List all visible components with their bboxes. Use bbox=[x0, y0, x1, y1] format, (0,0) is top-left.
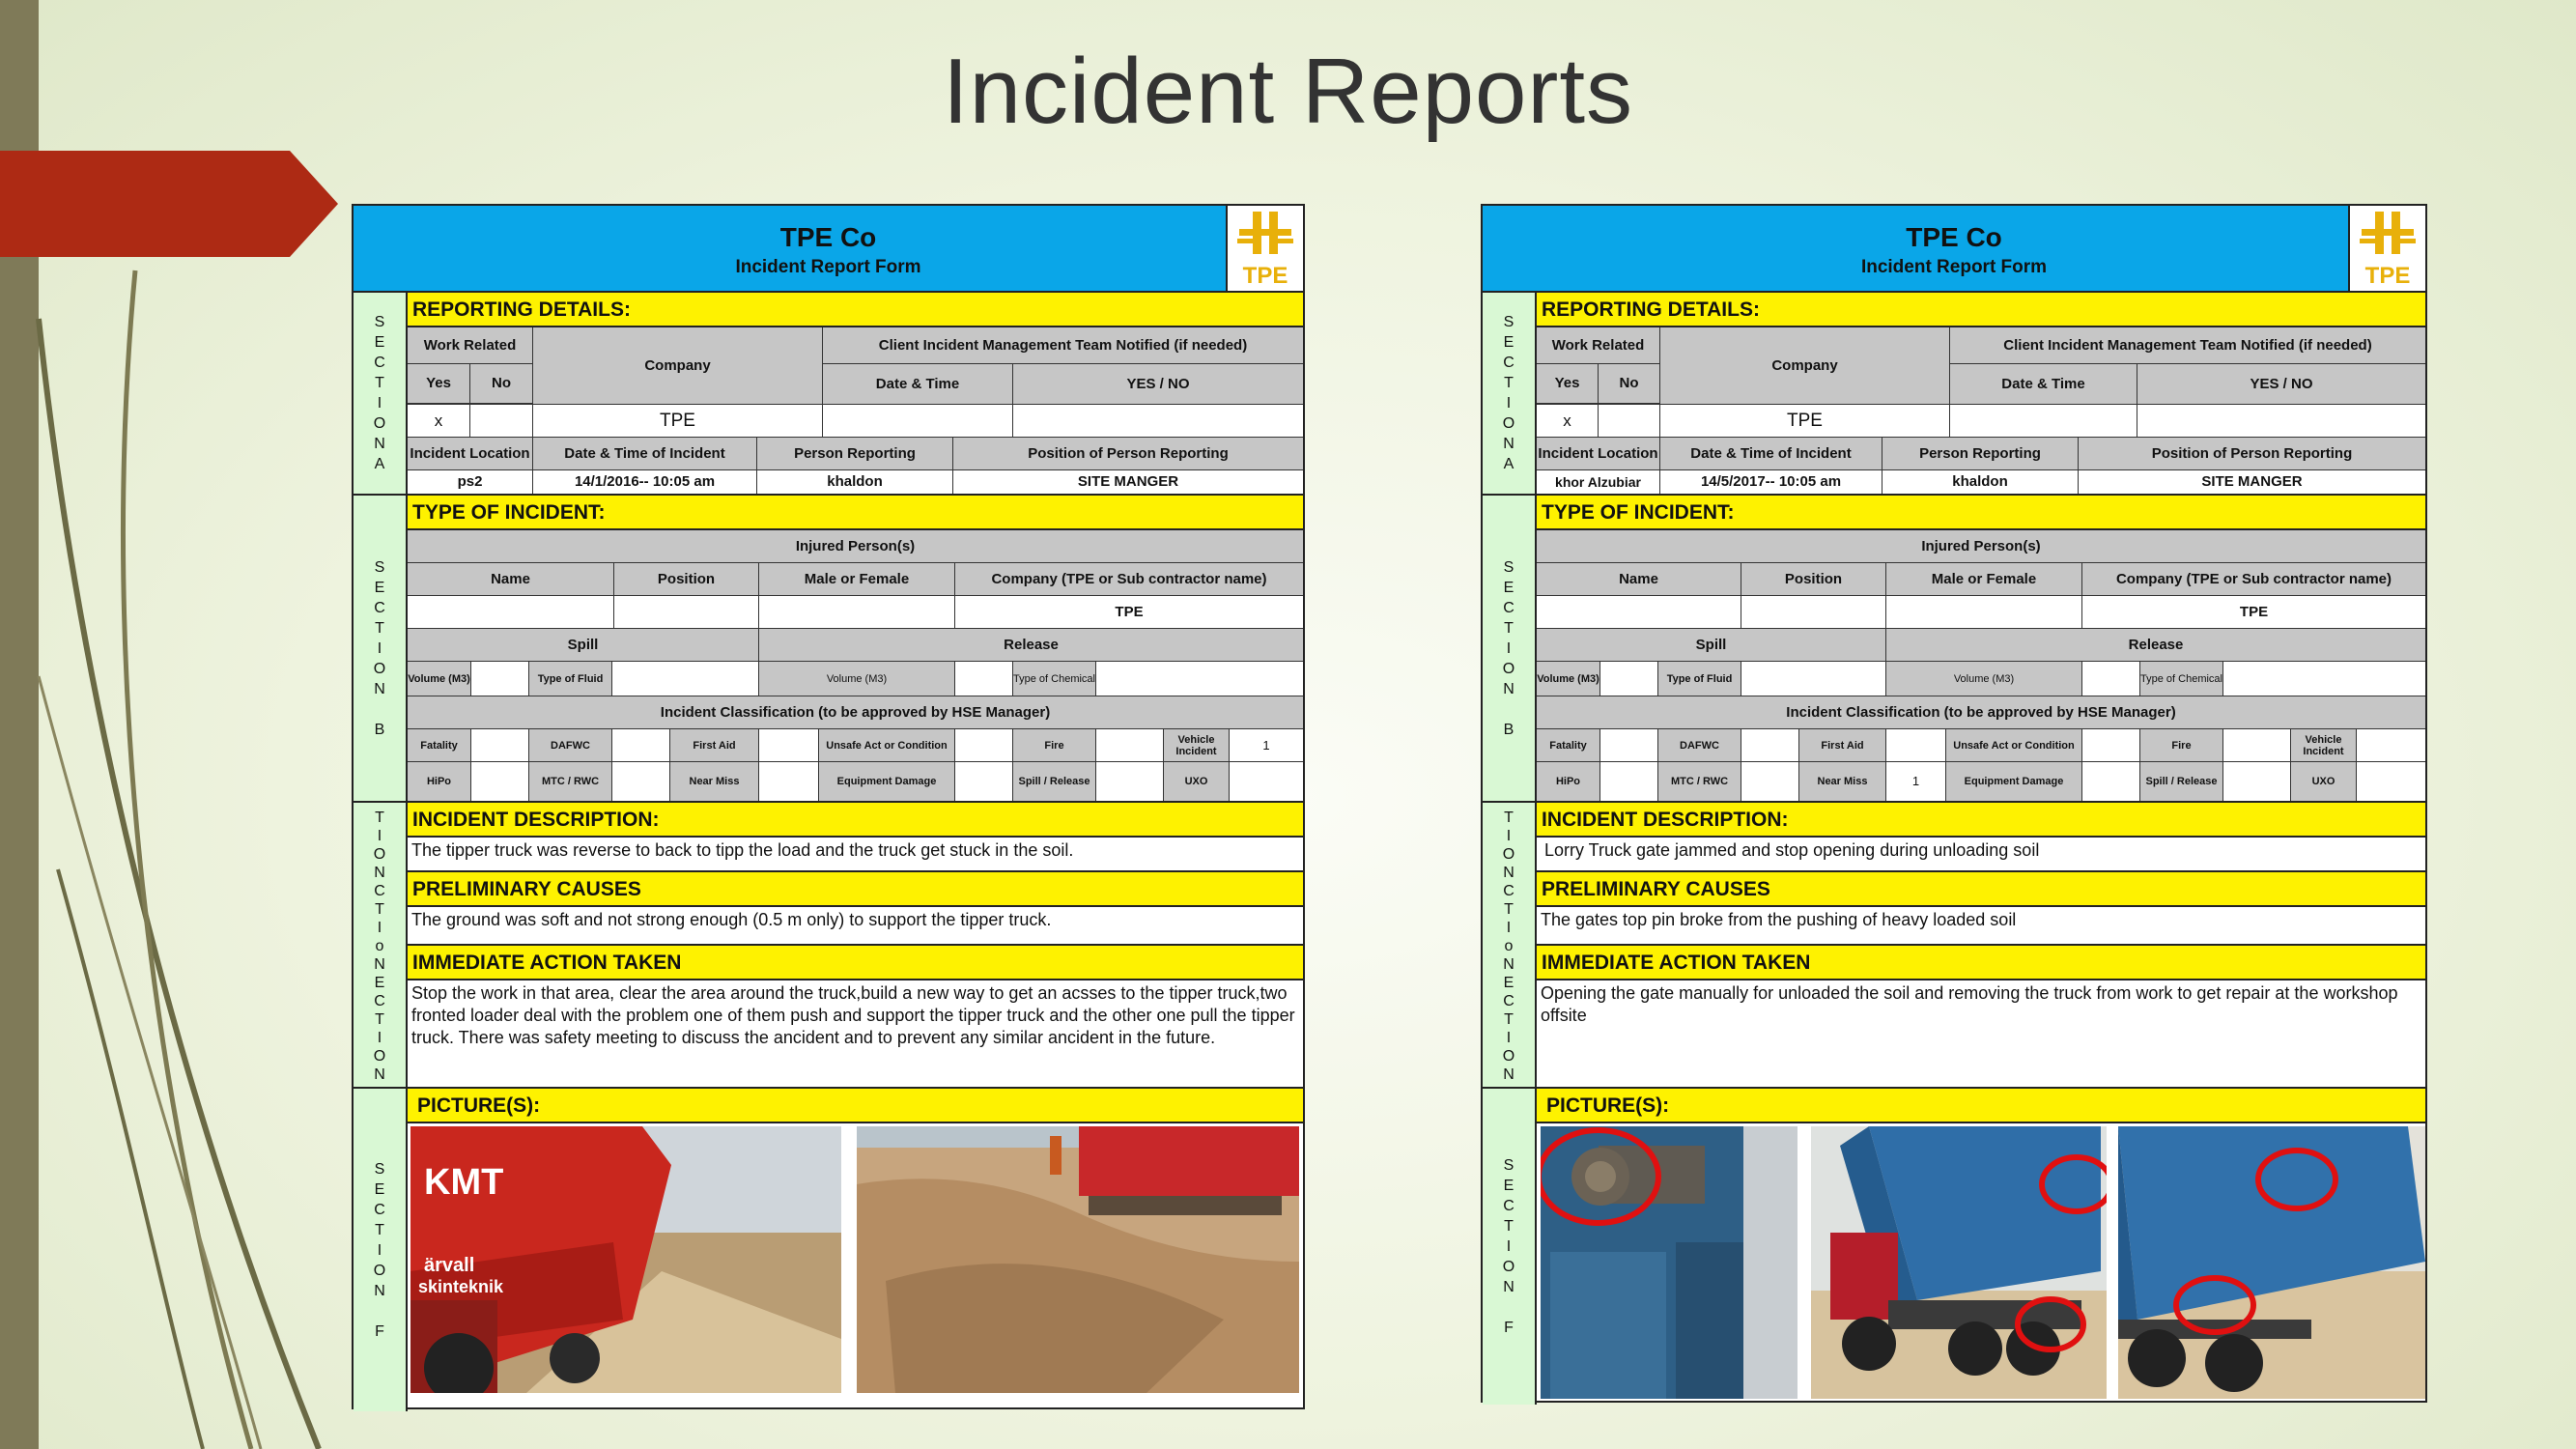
form-name: Incident Report Form bbox=[735, 257, 921, 277]
person-reporting-header: Person Reporting bbox=[757, 438, 953, 469]
letter: I bbox=[1506, 1238, 1512, 1255]
position-of-person-value: SITE MANGER bbox=[1077, 473, 1179, 490]
uxo-value bbox=[1230, 762, 1303, 801]
yes-header: Yes bbox=[408, 364, 470, 403]
form-header bbox=[354, 206, 1303, 293]
spill-volume-value bbox=[1600, 662, 1658, 696]
letter: N bbox=[1503, 436, 1514, 452]
date-time-of-incident-value: 14/1/2016-- 10:05 am bbox=[533, 470, 757, 494]
incident-location-value: khor Alzubiar bbox=[1537, 470, 1660, 494]
letter: C bbox=[374, 599, 385, 616]
equipment-damage-label: Equipment Damage bbox=[1946, 762, 2082, 801]
letter: O bbox=[1502, 846, 1515, 863]
pictures-heading: PICTURE(S): bbox=[408, 1089, 1303, 1123]
letter: C bbox=[1503, 355, 1514, 371]
spill-release-label: Spill / Release bbox=[1013, 762, 1096, 801]
unsafe-act-label: Unsafe Act or Condition bbox=[1946, 729, 2082, 761]
person-reporting-value: khaldon bbox=[757, 470, 953, 494]
letter: N bbox=[1503, 956, 1514, 973]
release-volume-label: Volume (M3) bbox=[759, 662, 955, 696]
first-aid-label: First Aid bbox=[1799, 729, 1886, 761]
pictures-heading: PICTURE(S): bbox=[1537, 1089, 2425, 1123]
logo-text: TPE bbox=[2364, 263, 2411, 289]
letter: O bbox=[373, 660, 386, 677]
dafwc-value bbox=[1741, 729, 1799, 761]
photo-gate-pin-closeup bbox=[1541, 1126, 1798, 1399]
letter: S bbox=[374, 558, 385, 576]
letter: E bbox=[374, 334, 385, 351]
yes-no-value bbox=[2137, 405, 2425, 437]
tpe-logo bbox=[2348, 206, 2425, 291]
photo-tipper-truck-rear bbox=[2118, 1126, 2425, 1399]
dafwc-label: DAFWC bbox=[529, 729, 612, 761]
fire-label: Fire bbox=[1013, 729, 1096, 761]
form-name: Incident Report Form bbox=[1860, 257, 2048, 277]
spill-volume-value bbox=[471, 662, 529, 696]
near-miss-label: Near Miss bbox=[1799, 762, 1886, 801]
classification-header: Incident Classification (to be approved by HSE Manager) bbox=[1537, 696, 2425, 728]
slide-title: Incident Reports bbox=[942, 40, 1634, 143]
hipo-value bbox=[1600, 762, 1658, 801]
fire-value bbox=[2223, 729, 2291, 761]
photo-tipper-truck-side bbox=[1811, 1126, 2107, 1399]
type-of-incident-heading: TYPE OF INCIDENT: bbox=[408, 496, 1303, 530]
uxo-label: UXO bbox=[1164, 762, 1230, 801]
near-miss-value: 1 bbox=[1886, 762, 1946, 801]
letter: T bbox=[375, 1011, 384, 1028]
letter: O bbox=[1502, 415, 1515, 432]
incident-description-heading: INCIDENT DESCRIPTION: bbox=[1537, 803, 2425, 838]
photo-stuck-tipper-truck bbox=[410, 1126, 841, 1393]
date-time-header: Date & Time bbox=[1950, 364, 2137, 404]
mtc-rwc-label: MTC / RWC bbox=[529, 762, 612, 801]
position-header: Position bbox=[1741, 563, 1886, 595]
letter: o bbox=[375, 938, 384, 954]
immediate-action-heading: IMMEDIATE ACTION TAKEN bbox=[1537, 946, 2425, 980]
letter: I bbox=[377, 1241, 382, 1259]
pictures bbox=[408, 1089, 1303, 1411]
spill-fluid-value bbox=[1741, 662, 1886, 696]
section-a-label bbox=[354, 293, 408, 496]
position-header: Position bbox=[614, 563, 759, 595]
immediate-action-text: Opening the gate manually for unloaded the soil and removing the truck from work to get repair at the workshop offsite bbox=[1541, 983, 2398, 1025]
letter: C bbox=[374, 1201, 385, 1218]
type-of-incident bbox=[408, 496, 1303, 803]
photo-truck-in-sand bbox=[857, 1126, 1299, 1393]
vehicle-incident-label: Vehicle Incident bbox=[1164, 729, 1230, 761]
yes-header: Yes bbox=[1537, 364, 1599, 403]
release-chemical-label: Type of Chemical bbox=[1013, 662, 1096, 696]
release-chemical-label: Type of Chemical bbox=[2140, 662, 2223, 696]
letter: T bbox=[1504, 375, 1514, 391]
spill-fluid-value bbox=[612, 662, 759, 696]
incident-description-text: Lorry Truck gate jammed and stop opening during unloading soil bbox=[1544, 840, 2040, 860]
form-header bbox=[1483, 206, 2425, 293]
injured-gender-value bbox=[1886, 596, 2082, 628]
letter: N bbox=[374, 680, 385, 697]
reporting-details-heading: REPORTING DETAILS: bbox=[1537, 293, 2425, 327]
near-miss-value bbox=[759, 762, 819, 801]
equipment-damage-label: Equipment Damage bbox=[819, 762, 955, 801]
release-chemical-value bbox=[1096, 662, 1303, 696]
letter: E bbox=[1503, 1178, 1514, 1194]
letter: C bbox=[1503, 883, 1514, 899]
type-of-incident-heading: TYPE OF INCIDENT: bbox=[1537, 496, 2425, 530]
letter: T bbox=[375, 375, 384, 391]
letter: N bbox=[374, 956, 385, 973]
male-female-header: Male or Female bbox=[1886, 563, 2082, 595]
client-notified-header: Client Incident Management Team Notified (if needed) bbox=[823, 327, 1303, 364]
release-volume-label: Volume (M3) bbox=[1886, 662, 2082, 696]
yes-no-header: YES / NO bbox=[1013, 364, 1303, 404]
release-volume-value bbox=[2082, 662, 2140, 696]
letter: T bbox=[1504, 619, 1514, 637]
letter: E bbox=[374, 975, 385, 991]
preliminary-causes-heading: PRELIMINARY CAUSES bbox=[408, 872, 1303, 907]
letter: T bbox=[1504, 810, 1514, 826]
letter: T bbox=[1504, 901, 1514, 918]
release-header: Release bbox=[1886, 629, 2425, 661]
client-notified-header: Client Incident Management Team Notified (if needed) bbox=[1950, 327, 2425, 364]
equipment-damage-value bbox=[2082, 762, 2140, 801]
work-related-header: Work Related bbox=[408, 327, 532, 364]
vehicle-incident-value bbox=[2357, 729, 2425, 761]
letter: I bbox=[1506, 920, 1512, 936]
letter: o bbox=[1504, 938, 1514, 954]
date-time-of-incident-value: 14/5/2017-- 10:05 am bbox=[1660, 470, 1882, 494]
section-mid-label bbox=[354, 803, 408, 1089]
truck-text: ärvall bbox=[424, 1255, 475, 1276]
letter: A bbox=[374, 456, 385, 472]
letter: O bbox=[373, 415, 386, 432]
spill-fluid-label: Type of Fluid bbox=[1658, 662, 1741, 696]
letter: E bbox=[1503, 975, 1514, 991]
no-header: No bbox=[470, 364, 532, 403]
section-b-label bbox=[354, 496, 408, 803]
fatality-label: Fatality bbox=[408, 729, 471, 761]
name-header: Name bbox=[1537, 563, 1741, 595]
letter: S bbox=[1503, 314, 1514, 330]
letter: I bbox=[1506, 1030, 1512, 1046]
section-mid-label bbox=[1483, 803, 1537, 1089]
uxo-label: UXO bbox=[2291, 762, 2357, 801]
hipo-label: HiPo bbox=[1537, 762, 1600, 801]
spill-release-value bbox=[1096, 762, 1164, 801]
unsafe-act-label: Unsafe Act or Condition bbox=[819, 729, 955, 761]
letter: N bbox=[374, 865, 385, 881]
truck-text: KMT bbox=[424, 1162, 504, 1203]
immediate-action bbox=[408, 946, 1303, 1089]
letter: C bbox=[374, 883, 385, 899]
spill-header: Spill bbox=[408, 629, 759, 661]
fatality-value bbox=[1600, 729, 1658, 761]
date-time-of-incident-header: Date & Time of Incident bbox=[533, 438, 757, 469]
company-value: TPE bbox=[533, 405, 823, 437]
letter: S bbox=[1503, 558, 1514, 576]
injured-position-value bbox=[1741, 596, 1886, 628]
equipment-damage-value bbox=[955, 762, 1013, 801]
reporting-details-heading: REPORTING DETAILS: bbox=[408, 293, 1303, 327]
letter: N bbox=[374, 436, 385, 452]
letter: C bbox=[1503, 599, 1514, 616]
letter: N bbox=[1503, 1066, 1514, 1083]
person-reporting-header: Person Reporting bbox=[1882, 438, 2079, 469]
section-f-label bbox=[354, 1089, 408, 1411]
letter: T bbox=[1504, 1218, 1514, 1235]
preliminary-causes bbox=[1537, 872, 2425, 946]
hipo-value bbox=[471, 762, 529, 801]
pictures bbox=[1537, 1089, 2425, 1405]
letter: N bbox=[1503, 680, 1514, 697]
preliminary-causes-text: The ground was soft and not strong enough (0.5 m only) to support the tipper truck. bbox=[411, 910, 1052, 929]
letter: C bbox=[1503, 1198, 1514, 1214]
fire-value bbox=[1096, 729, 1164, 761]
name-header: Name bbox=[408, 563, 614, 595]
release-header: Release bbox=[759, 629, 1303, 661]
spill-header: Spill bbox=[1537, 629, 1886, 661]
date-time-value bbox=[1950, 405, 2137, 437]
letter: S bbox=[374, 314, 385, 330]
letter: I bbox=[377, 828, 382, 844]
company-header: Company bbox=[1660, 327, 1950, 404]
work-related-yes-value: x bbox=[408, 405, 470, 437]
date-time-header: Date & Time bbox=[823, 364, 1013, 404]
date-time-of-incident-header: Date & Time of Incident bbox=[1660, 438, 1882, 469]
letter: T bbox=[375, 810, 384, 826]
yes-no-value bbox=[1013, 405, 1303, 437]
letter: E bbox=[374, 1180, 385, 1198]
first-aid-value bbox=[759, 729, 819, 761]
yes-no-header: YES / NO bbox=[2137, 364, 2425, 404]
letter: O bbox=[373, 1048, 386, 1065]
incident-location-header: Incident Location bbox=[1537, 438, 1660, 469]
letter: T bbox=[375, 901, 384, 918]
incident-description-text: The tipper truck was reverse to back to tipp the load and the truck get stuck in the soil. bbox=[411, 840, 1074, 860]
unsafe-act-value bbox=[2082, 729, 2140, 761]
fatality-label: Fatality bbox=[1537, 729, 1600, 761]
release-chemical-value bbox=[2223, 662, 2425, 696]
letter: O bbox=[1502, 1048, 1515, 1065]
incident-location-header: Incident Location bbox=[408, 438, 533, 469]
letter: T bbox=[1504, 1011, 1514, 1028]
spill-release-value bbox=[2223, 762, 2291, 801]
preliminary-causes-heading: PRELIMINARY CAUSES bbox=[1537, 872, 2425, 907]
letter: I bbox=[377, 395, 382, 412]
letter: T bbox=[375, 619, 384, 637]
preliminary-causes bbox=[408, 872, 1303, 946]
vehicle-incident-value: 1 bbox=[1262, 737, 1270, 753]
mtc-rwc-label: MTC / RWC bbox=[1658, 762, 1741, 801]
company-name: TPE Co bbox=[779, 222, 877, 252]
spill-release-label: Spill / Release bbox=[2140, 762, 2223, 801]
injured-position-value bbox=[614, 596, 759, 628]
company-tpe-sub-header: Company (TPE or Sub contractor name) bbox=[2082, 563, 2425, 595]
truck-text: skinteknik bbox=[418, 1277, 504, 1296]
work-related-header: Work Related bbox=[1537, 327, 1659, 364]
letter: I bbox=[1506, 639, 1512, 657]
section-f-label bbox=[1483, 1089, 1537, 1405]
section-b-label bbox=[1483, 496, 1537, 803]
first-aid-value bbox=[1886, 729, 1946, 761]
release-volume-value bbox=[955, 662, 1013, 696]
letter: O bbox=[373, 1262, 386, 1279]
spill-volume-label: Volume (M3) bbox=[408, 662, 471, 696]
immediate-action bbox=[1537, 946, 2425, 1089]
injured-gender-value bbox=[759, 596, 955, 628]
incident-report-form-left bbox=[352, 204, 1305, 1409]
injured-persons-header: Injured Person(s) bbox=[1537, 530, 2425, 562]
type-of-incident bbox=[1537, 496, 2425, 803]
fatality-value bbox=[471, 729, 529, 761]
incident-description bbox=[408, 803, 1303, 872]
work-related-no-value bbox=[1599, 405, 1660, 437]
letter: E bbox=[1503, 579, 1514, 596]
hipo-label: HiPo bbox=[408, 762, 471, 801]
first-aid-label: First Aid bbox=[670, 729, 759, 761]
position-of-person-header: Position of Person Reporting bbox=[2079, 438, 2425, 469]
spill-fluid-label: Type of Fluid bbox=[529, 662, 612, 696]
letter: T bbox=[375, 1221, 384, 1238]
section-a-label bbox=[1483, 293, 1537, 496]
letter: C bbox=[374, 993, 385, 1009]
classification-header: Incident Classification (to be approved by HSE Manager) bbox=[408, 696, 1303, 728]
reporting-details bbox=[408, 293, 1303, 496]
incident-description bbox=[1537, 803, 2425, 872]
no-header: No bbox=[1599, 364, 1659, 403]
immediate-action-heading: IMMEDIATE ACTION TAKEN bbox=[408, 946, 1303, 980]
injured-persons-header: Injured Person(s) bbox=[408, 530, 1303, 562]
letter: I bbox=[377, 1030, 382, 1046]
incident-description-heading: INCIDENT DESCRIPTION: bbox=[408, 803, 1303, 838]
spill-volume-label: Volume (M3) bbox=[1537, 662, 1600, 696]
person-reporting-value: khaldon bbox=[1882, 470, 2079, 494]
letter: F bbox=[1504, 1320, 1514, 1336]
uxo-value bbox=[2357, 762, 2425, 801]
position-of-person-value: SITE MANGER bbox=[2201, 473, 2303, 490]
letter: C bbox=[374, 355, 385, 371]
work-related-yes-value: x bbox=[1537, 405, 1599, 437]
letter: O bbox=[373, 846, 386, 863]
letter: C bbox=[1503, 993, 1514, 1009]
dafwc-label: DAFWC bbox=[1658, 729, 1741, 761]
injured-company-value: TPE bbox=[2239, 603, 2269, 620]
letter: I bbox=[1506, 828, 1512, 844]
reporting-details bbox=[1537, 293, 2425, 496]
letter: N bbox=[1503, 1279, 1514, 1295]
injured-company-value: TPE bbox=[1115, 603, 1144, 620]
position-of-person-header: Position of Person Reporting bbox=[953, 438, 1303, 469]
letter: F bbox=[375, 1322, 384, 1340]
letter: E bbox=[1503, 334, 1514, 351]
unsafe-act-value bbox=[955, 729, 1013, 761]
company-header: Company bbox=[533, 327, 823, 404]
preliminary-causes-text: The gates top pin broke from the pushing of heavy loaded soil bbox=[1541, 910, 2017, 929]
letter: N bbox=[374, 1282, 385, 1299]
tpe-logo bbox=[1226, 206, 1303, 291]
letter: E bbox=[374, 579, 385, 596]
letter: I bbox=[1506, 395, 1512, 412]
letter: O bbox=[1502, 660, 1515, 677]
dafwc-value bbox=[612, 729, 670, 761]
near-miss-label: Near Miss bbox=[670, 762, 759, 801]
company-name: TPE Co bbox=[1906, 222, 2002, 252]
vehicle-incident-label: Vehicle Incident bbox=[2291, 729, 2357, 761]
date-time-value bbox=[823, 405, 1013, 437]
letter: N bbox=[374, 1066, 385, 1083]
letter: B bbox=[1503, 721, 1514, 738]
red-arrow-accent bbox=[0, 151, 338, 257]
letter: B bbox=[374, 721, 385, 738]
letter: S bbox=[1503, 1157, 1514, 1174]
logo-text: TPE bbox=[1242, 263, 1288, 289]
company-value: TPE bbox=[1660, 405, 1950, 437]
mtc-rwc-value bbox=[612, 762, 670, 801]
injured-name-value bbox=[1537, 596, 1741, 628]
male-female-header: Male or Female bbox=[759, 563, 955, 595]
letter: I bbox=[377, 639, 382, 657]
fire-label: Fire bbox=[2140, 729, 2223, 761]
letter: O bbox=[1502, 1259, 1515, 1275]
incident-report-form-right bbox=[1481, 204, 2427, 1403]
company-tpe-sub-header: Company (TPE or Sub contractor name) bbox=[955, 563, 1303, 595]
work-related-no-value bbox=[470, 405, 533, 437]
letter: N bbox=[1503, 865, 1514, 881]
letter: S bbox=[374, 1160, 385, 1178]
immediate-action-text: Stop the work in that area, clear the area around the truck,build a new way to get an acsses to the tipper truck,two fronted loader deal with the problem one of them push and support the tipper truck and the other one pull the tipper truck. There was safety meeting to discuss the ancident and to prevent any similar ancident in the future. bbox=[411, 983, 1295, 1047]
letter: A bbox=[1503, 456, 1514, 472]
incident-location-value: ps2 bbox=[408, 470, 533, 494]
letter: I bbox=[377, 920, 382, 936]
injured-name-value bbox=[408, 596, 614, 628]
mtc-rwc-value bbox=[1741, 762, 1799, 801]
